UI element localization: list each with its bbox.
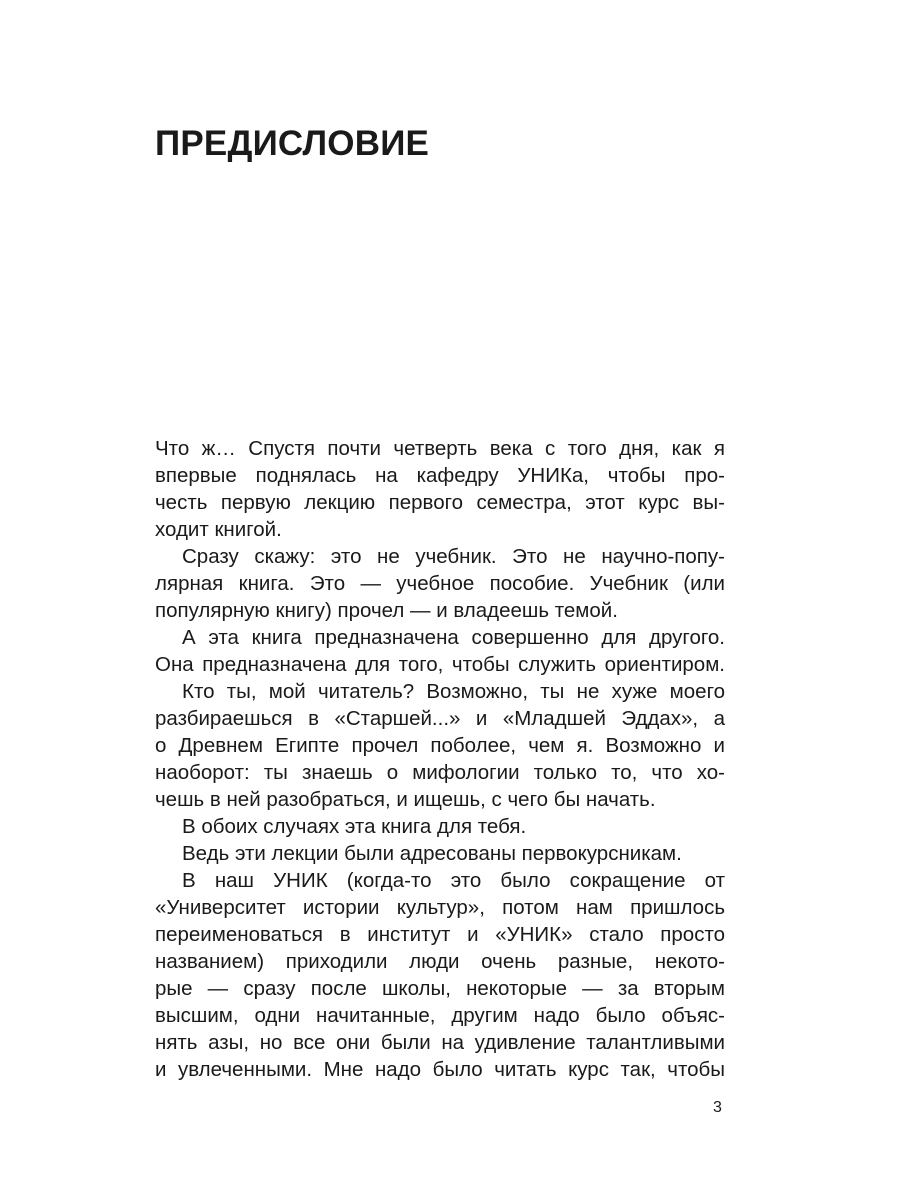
text-line: Кто ты, мой читатель? Возможно, ты не хуже моего [182, 680, 725, 703]
text-line: чешь в ней разобраться, и ищешь, с чего бы начать. [155, 788, 656, 811]
text-line: Она предназначена для того, чтобы служить ориентиром. [155, 653, 725, 676]
text-line: и увлеченными. Мне надо было читать курс так, чтобы [155, 1058, 725, 1081]
text-line: В обоих случаях эта книга для тебя. [182, 815, 527, 838]
text-line: разбираешься в «Старшей...» и «Младшей Эддах», а [155, 707, 725, 730]
text-line: ходит книгой. [155, 518, 282, 541]
text-line: названием) приходили люди очень разные, некото- [155, 950, 725, 973]
text-line: Ведь эти лекции были адресованы первокурсникам. [182, 842, 682, 865]
text-line: «Университет истории культур», потом нам пришлось [155, 896, 725, 919]
text-line: наоборот: ты знаешь о мифологии только то, что хо- [155, 761, 725, 784]
text-line: Сразу скажу: это не учебник. Это не научно-попу- [182, 545, 725, 568]
page-title: ПРЕДИСЛОВИЕ [155, 124, 430, 163]
text-line: нять азы, но все они были на удивление талантливыми [155, 1031, 725, 1054]
text-line: А эта книга предназначена совершенно для другого. [182, 626, 725, 649]
text-line: популярную книгу) прочел — и владеешь темой. [155, 599, 618, 622]
body-text [155, 435, 725, 1083]
page-number: 3 [713, 1099, 722, 1116]
text-line: лярная книга. Это — учебное пособие. Учебник (или [155, 572, 725, 595]
text-line: Что ж… Спустя почти четверть века с того дня, как я [155, 437, 725, 460]
text-line: переименоваться в институт и «УНИК» стало просто [155, 923, 725, 946]
text-line: В наш УНИК (когда-то это было сокращение от [182, 869, 725, 892]
text-line: рые — сразу после школы, некоторые — за вторым [155, 977, 725, 1000]
text-line: о Древнем Египте прочел поболее, чем я. Возможно и [155, 734, 725, 757]
text-line: впервые поднялась на кафедру УНИКа, чтобы про- [155, 464, 725, 487]
text-line: высшим, одни начитанные, другим надо было объяс- [155, 1004, 725, 1027]
text-line: честь первую лекцию первого семестра, этот курс вы- [155, 491, 725, 514]
